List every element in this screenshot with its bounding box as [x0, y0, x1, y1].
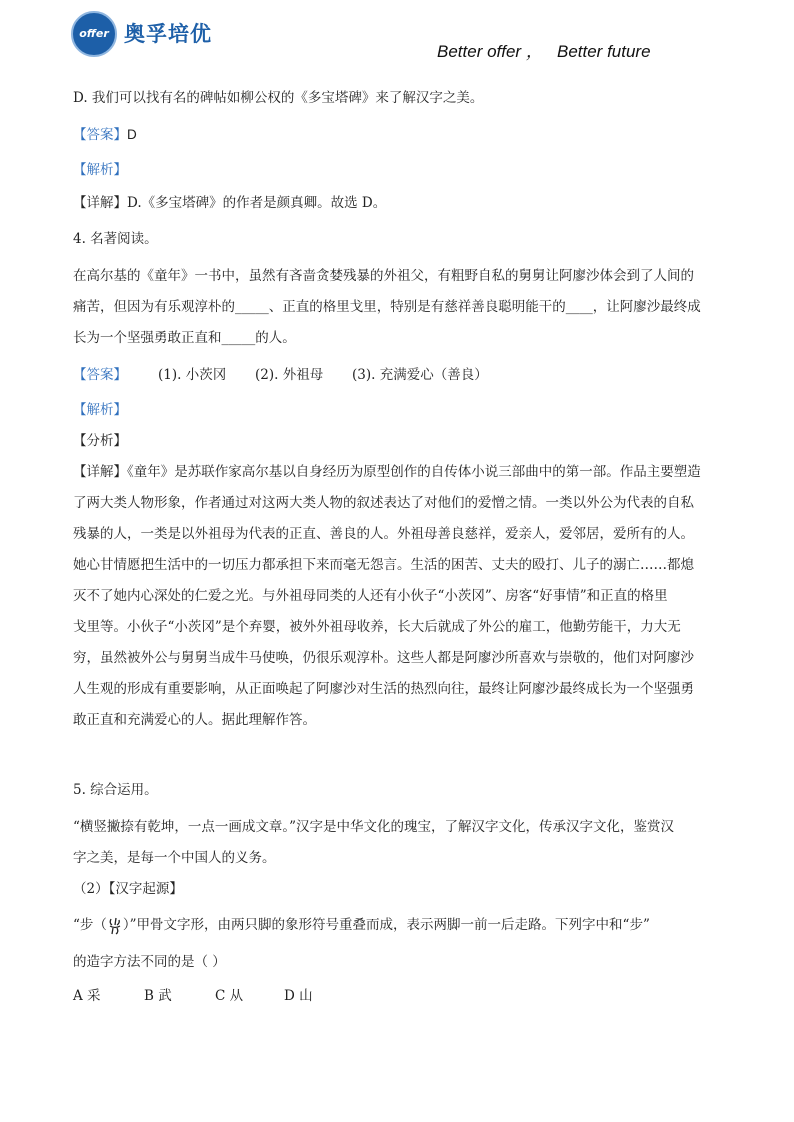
q5-question-line-2: 的造字方法不同的是（ ）	[73, 954, 226, 970]
q4-text-line-3: 长为一个坚强勇敢正直和_____的人。	[73, 330, 296, 346]
q5-question-part-b: ）”甲骨文字形，由两只脚的象形符号重叠而成，表示两脚一前一后走路。下列字中和“步”	[122, 917, 650, 933]
q4-detail-line-2: 了两大类人物形象，作者通过对这两大类人物的叙述表达了对他们的爱憎之情。一类以外公为代表的自私	[73, 495, 694, 511]
q5-option-b: B 武	[144, 988, 172, 1004]
answer-value: D	[127, 127, 137, 142]
q4-answer-1: (1). 小茨冈	[158, 367, 227, 383]
q4-answer	[73, 365, 127, 385]
q4-detail-line-7: 穷，虽然被外公与舅舅当成牛马使唤，仍很乐观淳朴。这些人都是阿廖沙所喜欢与崇敬的，他们对阿廖沙	[73, 650, 694, 666]
q3-answer	[73, 125, 137, 145]
q4-detail-line-3: 残暴的人，一类是以外祖母为代表的正直、善良的人。外祖母善良慈祥，爱亲人，爱邻居，爱所有的人。	[73, 526, 694, 542]
q5-title: 5. 综合运用。	[73, 782, 158, 798]
q3-analysis-tag: 【解析】	[73, 162, 127, 178]
answer-tag: 【答案】	[73, 367, 127, 383]
slogan: Better offer ， Better future	[437, 42, 651, 61]
q4-detail-line-1: 【详解】《童年》是苏联作家高尔基以自身经历为原型创作的自传体小说三部曲中的第一部。作品主要塑造	[73, 464, 701, 480]
detail-text: D.《多宝塔碑》的作者是颜真卿。故选 D。	[127, 195, 387, 211]
logo-badge-text: offer	[79, 27, 109, 40]
q5-question-line-1	[73, 915, 650, 935]
q4-detail-line-5: 灭不了她内心深处的仁爱之光。与外祖母同类的人还有小伙子“小茨冈”、房客“好事情”和正直的格里	[73, 588, 668, 604]
q4-text-line-1: 在高尔基的《童年》一书中，虽然有吝啬贪婪残暴的外祖父，有粗野自私的舅舅让阿廖沙体会到了人间的	[73, 268, 694, 284]
q4-detail-line-9: 敢正直和充满爱心的人。据此理解作答。	[73, 712, 316, 728]
q4-analysis-tag: 【解析】	[73, 402, 127, 418]
q5-option-a: A 采	[73, 988, 101, 1004]
q4-answer-3: (3). 充满爱心（善良）	[352, 367, 488, 383]
q5-intro-line-1: “横竖撇捺有乾坤，一点一画成文章。”汉字是中华文化的瑰宝，了解汉字文化，传承汉字文化，鉴赏汉	[73, 819, 675, 835]
q4-text-line-2: 痛苦，但因为有乐观淳朴的_____、正直的格里戈里，特别是有慈祥善良聪明能干的____，让阿廖沙最终成	[73, 299, 701, 315]
q3-detail	[73, 193, 386, 213]
q5-option-c: C 从	[215, 988, 244, 1004]
q5-intro-line-2: 字之美，是每一个中国人的义务。	[73, 850, 276, 866]
q4-detail-line-8: 人生观的形成有重要影响，从正面唤起了阿廖沙对生活的热烈向往，最终让阿廖沙最终成长为一个坚强勇	[73, 681, 694, 697]
answer-tag: 【答案】	[73, 127, 127, 143]
detail-tag: 【详解】	[73, 195, 127, 211]
q4-detail-line-4: 她心甘情愿把生活中的一切压力都承担下来而毫无怨言。生活的困苦、丈夫的殴打、儿子的溺亡……都熄	[73, 557, 694, 573]
q4-detail-line-6: 戈里等。小伙子“小茨冈”是个弃婴，被外外祖母收养，长大后就成了外公的雇工，他勤劳能干，力大无	[73, 619, 681, 635]
q4-title: 4. 名著阅读。	[73, 231, 158, 247]
oracle-bone-bu-icon	[107, 917, 123, 935]
q5-subtitle: （2）【汉字起源】	[73, 881, 183, 897]
q5-question-part-a: “步（	[73, 917, 107, 933]
logo-badge	[71, 11, 117, 57]
q3-option-d: D. 我们可以找有名的碑帖如柳公权的《多宝塔碑》来了解汉字之美。	[73, 90, 484, 106]
logo-name: 奥孚培优	[124, 22, 212, 46]
q4-fenxi-tag: 【分析】	[73, 433, 127, 449]
q4-answer-2: (2). 外祖母	[255, 367, 324, 383]
q5-option-d: D 山	[284, 988, 313, 1004]
